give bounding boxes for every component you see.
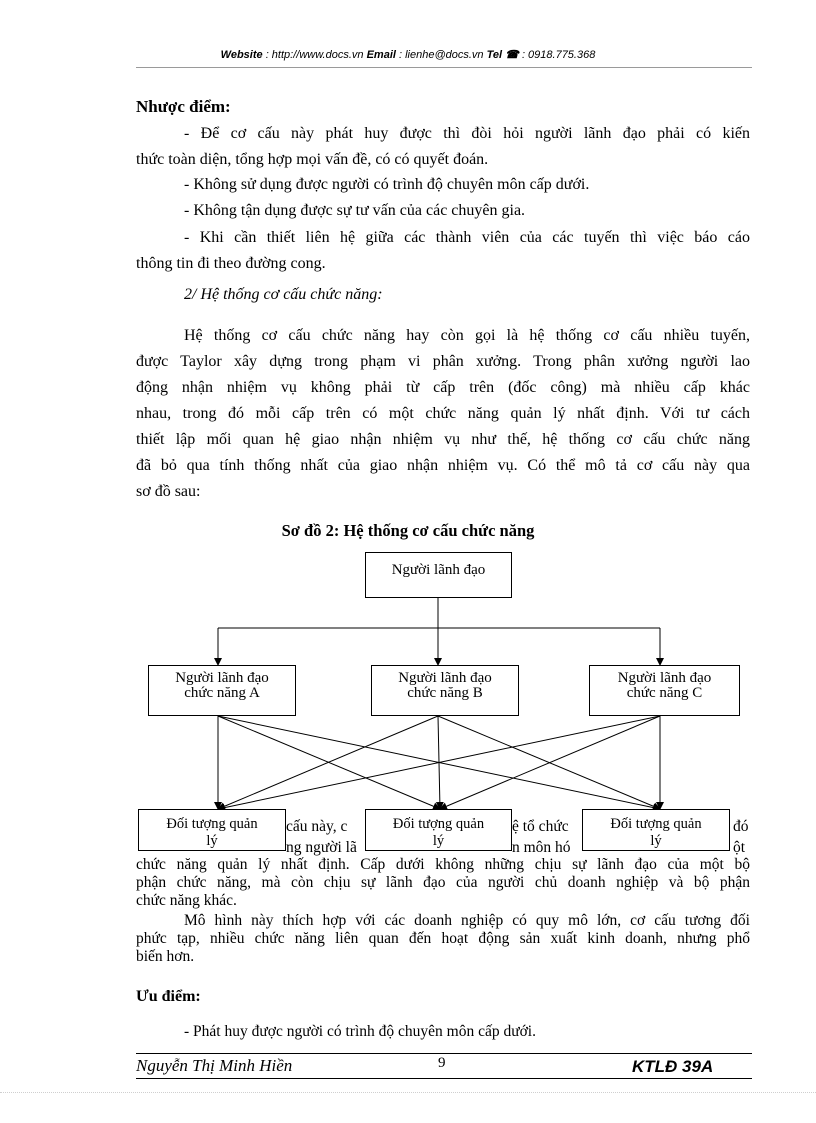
diagram-box-object-1 (138, 809, 286, 851)
page-number: 9 (438, 1055, 446, 1071)
text-line: nhau, trong đó mỗi cấp trên có một chức năng quản lý nhất định. Với tư cách (136, 405, 750, 422)
advantages-paragraph-1: - Phát huy được người có trình độ chuyên môn cấp dưới. (184, 1023, 536, 1040)
section-heading: 2/ Hệ thống cơ cấu chức năng: (184, 286, 383, 303)
box-label: lý (206, 833, 218, 849)
box-label: lý (650, 833, 662, 849)
box-label: Người lãnh đạo (391, 562, 486, 578)
text-line: chức năng khác. (136, 892, 237, 909)
functional-structure-explanation (136, 856, 750, 966)
diagram-box-function-b (371, 665, 519, 716)
obscured-text-fragment: ột (733, 839, 746, 856)
text-line: phận chức năng, mà còn chịu sự lãnh đạo của người chủ doanh nghiệp và bộ phận (136, 874, 750, 891)
tel-label: Tel (486, 49, 503, 61)
text-line: - Để cơ cấu này phát huy được thì đòi hỏi người lãnh đạo phải có kiến (184, 125, 750, 142)
box-label: Đối tượng quản (610, 816, 702, 832)
author-name: Nguyễn Thị Minh Hiền (136, 1056, 293, 1075)
box-label: Người lãnh đạo (398, 670, 492, 686)
diagram-box-object-3 (582, 809, 730, 851)
diagram-box-object-2 (365, 809, 512, 851)
email-value[interactable]: : lienhe@docs.vn (399, 49, 484, 61)
obscured-text-fragment: n môn hó (512, 839, 571, 856)
text-line: thiết lập mối quan hệ giao nhận nhiệm vụ như thế, hệ thống cơ cấu chức năng (136, 431, 750, 448)
obscured-text-fragment: cấu này, c (286, 818, 348, 835)
diagram-box-top-leader (365, 552, 512, 598)
text-line: chức năng quản lý nhất định. Cấp dưới không những chịu sự lãnh đạo của một bộ (136, 856, 750, 873)
email-label: Email (366, 49, 396, 61)
footer-bottom-rule (136, 1078, 752, 1079)
text-line: được Taylor xây dựng trong phạm vi phân xưởng. Trong phân xưởng người lao (136, 353, 750, 370)
class-code: KTLĐ 39A (632, 1057, 714, 1076)
text-line: phức tạp, nhiều chức năng liên quan đến hoạt động sản xuất kinh doanh, nhưng phổ (136, 930, 750, 947)
text-line: thông tin đi theo đường cong. (136, 255, 326, 272)
text-line: - Khi cần thiết liên hệ giữa các thành viên của các tuyến thì việc báo cáo (184, 229, 750, 246)
website-value[interactable]: : http://www.docs.vn (265, 49, 364, 61)
box-label: chức năng B (407, 685, 483, 701)
text-line: động nhận nhiệm vụ không phải từ cấp trên (đốc công) mà nhiều cấp khác (136, 379, 750, 396)
text-line: đã bỏ qua tính thống nhất của giao nhận nhiệm vụ. Có thể mô tả cơ cấu này qua (136, 457, 750, 474)
advantages-heading: Ưu điểm: (136, 988, 201, 1005)
obscured-text-fragment: đó (733, 818, 749, 835)
text-line: Hệ thống cơ cấu chức năng hay còn gọi là hệ thống cơ cấu nhiều tuyến, (184, 327, 750, 344)
text-line: thức toàn diện, tổng hợp mọi vấn đề, có có quyết đoán. (136, 151, 489, 168)
footer-rule (136, 1053, 752, 1054)
drawbacks-heading: Nhược điểm: (136, 97, 231, 116)
diagram-box-function-a (148, 665, 296, 716)
box-label: Đối tượng quản (166, 816, 258, 832)
tel-value: : 0918.775.368 (521, 49, 596, 61)
box-label: chức năng A (184, 685, 260, 701)
box-label: Người lãnh đạo (617, 670, 712, 686)
box-label: Người lãnh đạo (175, 670, 269, 686)
obscured-text-fragment: ng người lã (286, 839, 357, 856)
text-line: Mô hình này thích hợp với các doanh nghiệp có quy mô lớn, cơ cấu tương đối (184, 912, 750, 929)
diagram-title: Sơ đồ 2: Hệ thống cơ cấu chức năng (281, 521, 535, 540)
text-line: biến hơn. (136, 948, 195, 965)
box-label: chức năng C (626, 685, 703, 701)
box-label: lý (432, 833, 445, 849)
box-label: Đối tượng quản (392, 816, 485, 832)
diagram-box-function-c (589, 665, 740, 716)
obscured-text-fragment: ệ tổ chức (512, 818, 569, 835)
phone-icon: ☎ (505, 49, 519, 61)
drawbacks-paragraph-2: - Không sử dụng được người có trình độ chuyên môn cấp dưới. (184, 176, 590, 193)
text-line: sơ đồ sau: (136, 483, 201, 500)
page-bottom-dotted-line (0, 1092, 816, 1093)
drawbacks-paragraph-3: - Không tận dụng được sự tư vấn của các chuyên gia. (184, 202, 526, 219)
website-label: Website (220, 49, 263, 61)
